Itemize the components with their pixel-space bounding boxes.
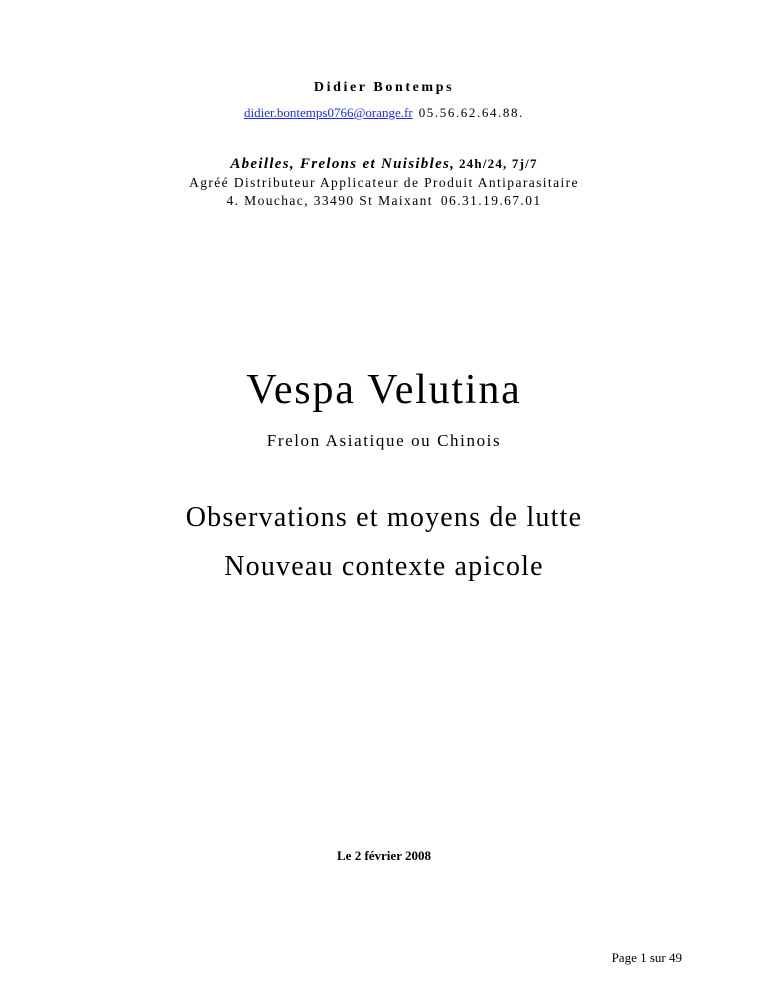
company-name: Abeilles, Frelons et Nuisibles, [230,156,456,172]
company-hours: 24h/24, 7j/7 [458,156,538,171]
contact-line [0,105,768,121]
author-name: Didier Bontemps [313,80,455,95]
phone-number: 05.56.62.64.88. [418,105,524,120]
email-link[interactable]: didier.bontemps0766@orange.fr [244,105,413,120]
document-title: Vespa Velutina [246,367,522,413]
company-line [0,156,768,173]
mobile-number: 06.31.19.67.01 [440,193,542,208]
company-role: Agréé Distributeur Applicateur de Produit Antiparasitaire [189,175,579,190]
heading-context: Nouveau contexte apicole [224,551,544,582]
company-address: 4. Mouchac, 33490 St Maixant [226,193,433,208]
document-subtitle: Frelon Asiatique ou Chinois [266,431,502,450]
address-line [0,193,768,209]
document-date: Le 2 février 2008 [337,848,431,863]
page-number: Page 1 sur 49 [611,950,682,965]
heading-observations: Observations et moyens de lutte [185,502,583,533]
